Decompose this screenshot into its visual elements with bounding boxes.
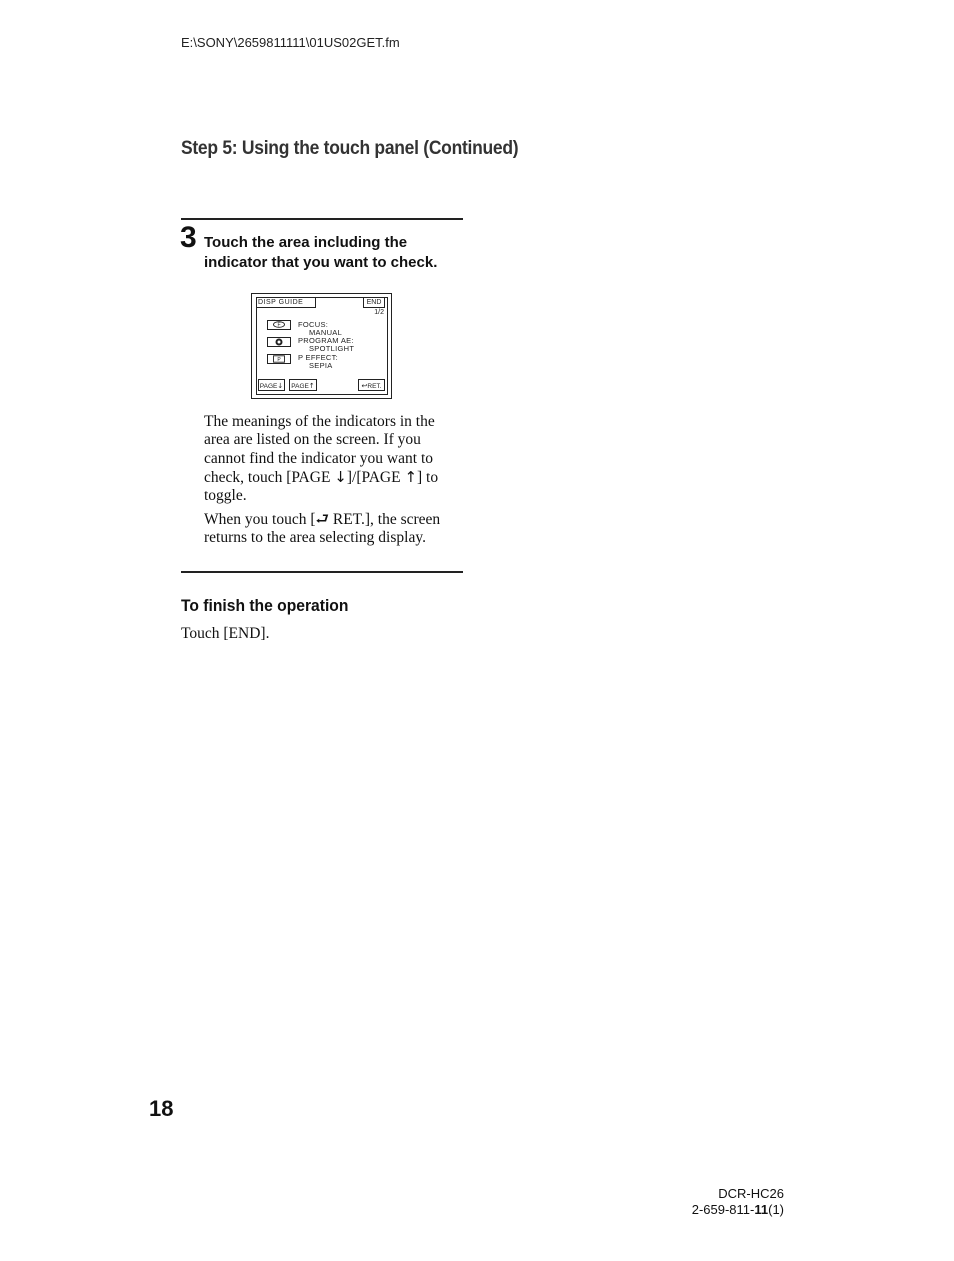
file-path: E:\SONY\2659811111\01US02GET.fm <box>181 35 400 50</box>
paragraph1-line4-a: check, touch [PAGE <box>204 468 335 486</box>
step-number: 3 <box>180 221 197 254</box>
part-number <box>692 1202 784 1218</box>
paragraph2-line2: returns to the area selecting display. <box>204 529 426 547</box>
program-ae-value: SPOTLIGHT <box>309 344 355 353</box>
page-down-label: PAGE <box>259 383 278 390</box>
return-icon: ⮐ <box>315 510 329 528</box>
paragraph1-line4-c: ] to <box>417 468 439 486</box>
indicator-explanation-paragraph <box>204 413 466 505</box>
page-up-label: PAGE <box>291 383 309 390</box>
finish-heading: To finish the operation <box>181 596 349 615</box>
picture-effect-label: P EFFECT: <box>298 353 339 362</box>
paragraph2-line1-a: When you touch [ <box>204 511 316 528</box>
focus-icon <box>267 320 291 330</box>
paragraph2-line1-b: RET.], the screen <box>329 511 441 528</box>
paragraph1-line4 <box>204 468 466 487</box>
svg-text:P: P <box>277 357 281 363</box>
paragraph1-line4-b: ]/[PAGE <box>346 468 405 486</box>
bottom-rule <box>181 571 463 573</box>
model-info <box>692 1186 784 1218</box>
program-ae-label: PROGRAM AE: <box>298 336 354 345</box>
ret-label: RET. <box>367 383 382 390</box>
page-number: 18 <box>149 1096 174 1121</box>
ret-button <box>358 379 385 391</box>
svg-text:F: F <box>277 322 281 328</box>
return-explanation-paragraph <box>204 510 466 548</box>
program-ae-icon <box>267 337 291 347</box>
arrow-up-icon: ↑ <box>308 382 315 390</box>
step-instruction-line2: indicator that you want to check. <box>204 254 438 271</box>
return-icon: ↩ <box>361 382 368 390</box>
arrow-up-icon: ↑ <box>404 467 418 486</box>
disp-guide-tab: DISP GUIDE <box>256 297 316 308</box>
section-title: Step 5: Using the touch panel (Continued) <box>181 138 519 159</box>
picture-effect-value: SEPIA <box>309 361 333 370</box>
paragraph1-line1: The meanings of the indicators in the <box>204 413 435 430</box>
part-bold: 11 <box>754 1202 769 1217</box>
finish-text: Touch [END]. <box>181 625 270 642</box>
lcd-screen-illustration <box>251 293 392 399</box>
model-name: DCR-HC26 <box>718 1186 784 1201</box>
step-instruction-line1: Touch the area including the <box>204 234 408 251</box>
arrow-down-icon: ↓ <box>277 382 284 390</box>
paragraph1-line5: toggle. <box>204 487 247 505</box>
part-suffix: (1) <box>768 1202 784 1217</box>
top-rule <box>181 218 463 220</box>
paragraph2-line1 <box>204 510 466 529</box>
paragraph1-line2: area are listed on the screen. If you <box>204 431 421 449</box>
focus-label: FOCUS: <box>298 320 329 329</box>
page-down-button <box>258 379 285 391</box>
paragraph1-line3: cannot find the indicator you want to <box>204 449 433 467</box>
part-prefix: 2-659-811- <box>691 1202 755 1217</box>
page-indicator: 1/2 <box>374 309 384 316</box>
step-instruction <box>204 233 469 273</box>
focus-value: MANUAL <box>309 328 343 337</box>
arrow-down-icon: ↓ <box>334 467 347 486</box>
lcd-display-area <box>256 297 388 395</box>
end-button: END <box>363 297 385 308</box>
page-up-button <box>289 379 317 391</box>
picture-effect-icon <box>267 354 291 364</box>
